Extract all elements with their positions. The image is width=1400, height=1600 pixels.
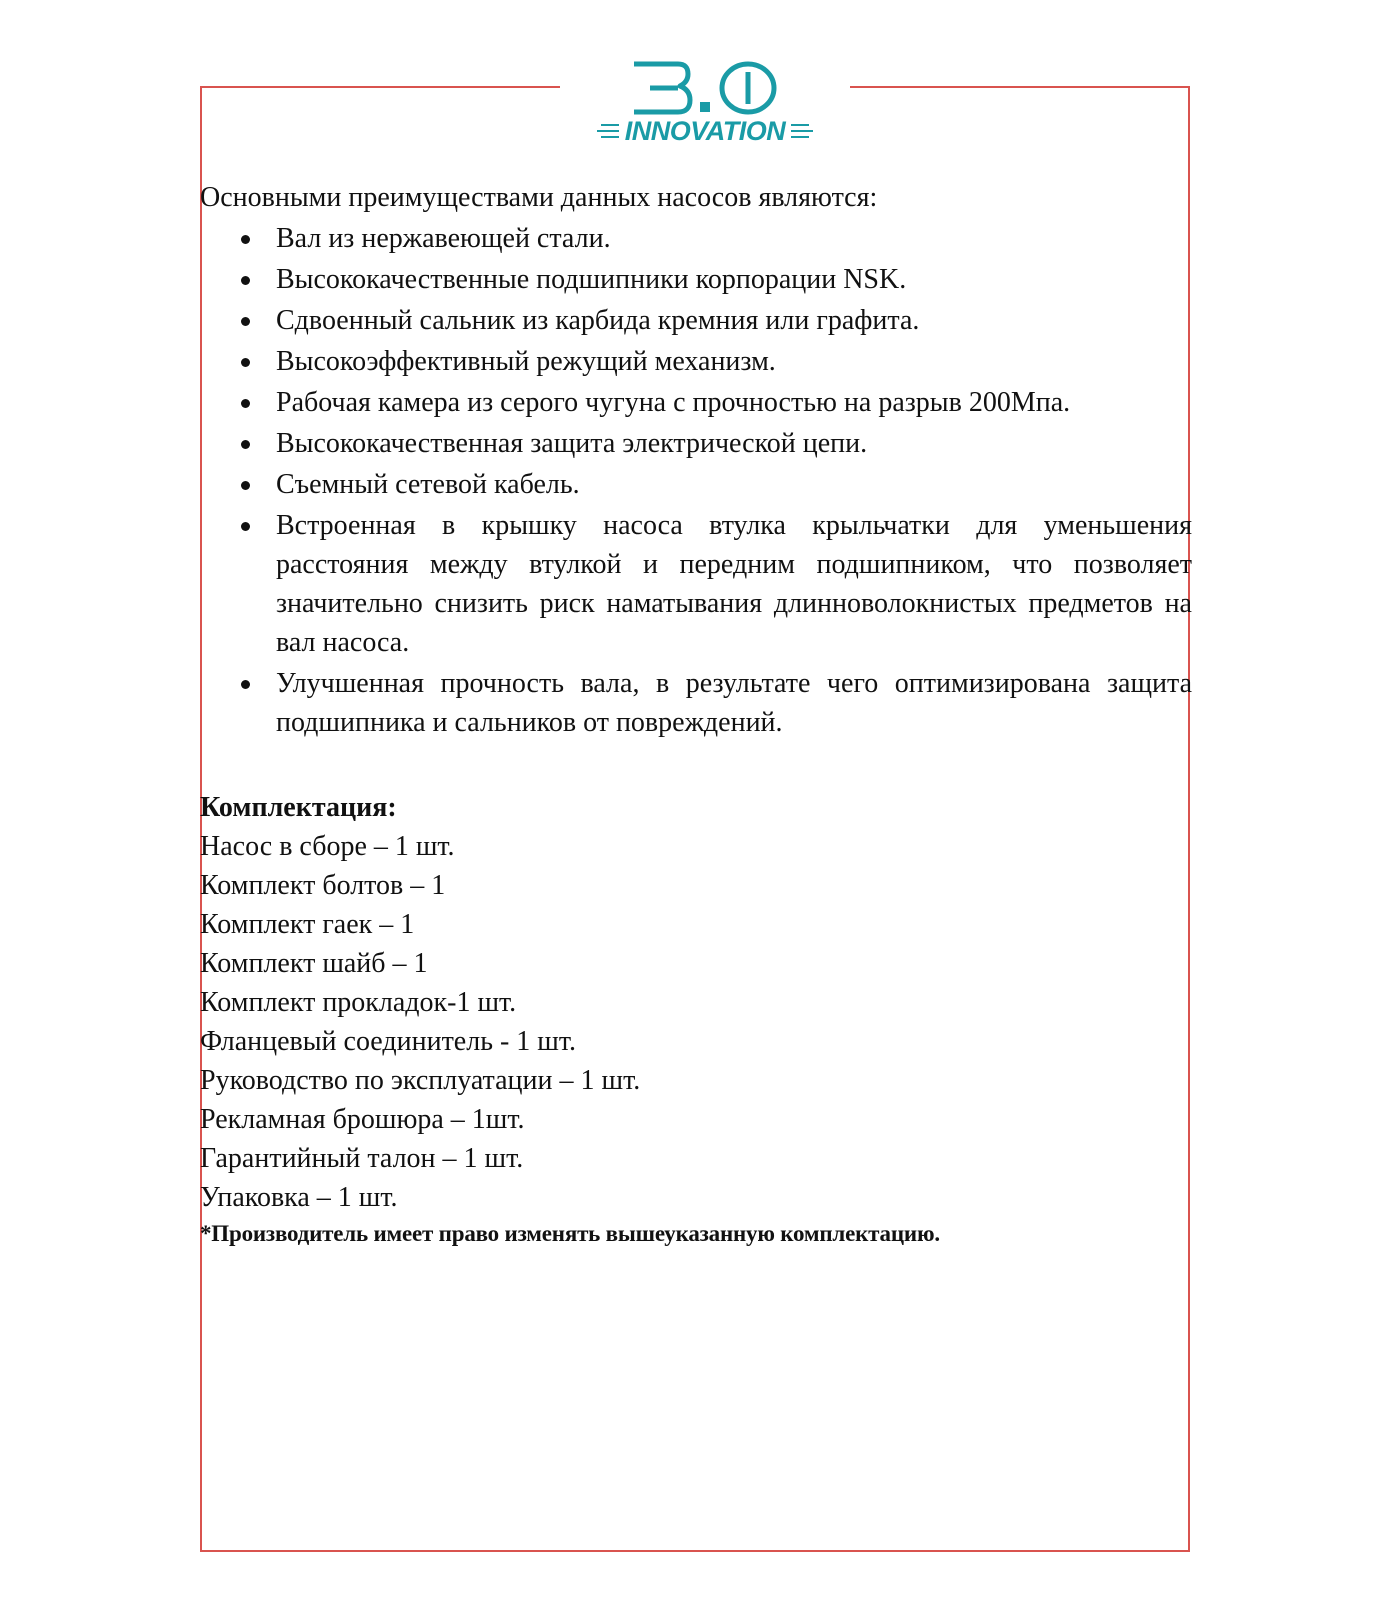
- kit-item: Комплект болтов – 1: [200, 870, 446, 901]
- list-item-text: Улучшенная прочность вала, в результате чего оптимизирована защита подшипника и сальников от повреждений.: [276, 668, 1192, 738]
- benefits-intro: Основными преимуществами данных насосов являются:: [200, 182, 878, 213]
- bullet-icon: [241, 481, 250, 490]
- bullet-icon: [241, 358, 250, 367]
- list-item-text: Сдвоенный сальник из карбида кремния или графита.: [276, 305, 920, 336]
- list-item: [200, 383, 1192, 422]
- list-item: [200, 465, 1192, 504]
- list-item-text: Съемный сетевой кабель.: [276, 469, 580, 500]
- kit-item: Упаковка – 1 шт.: [200, 1182, 398, 1213]
- kit-heading: Комплектация:: [200, 792, 397, 823]
- kit-list: [200, 827, 1192, 1217]
- list-item-text: Встроенная в крышку насоса втулка крыльчатки для уменьшения расстояния между втулкой и передним подшипником, что позволяет значительно снизить риск наматывания длинноволокнистых предметов на вал насоса.: [276, 510, 1192, 658]
- kit-footnote: *Производитель имеет право изменять вышеуказанную комплектацию.: [200, 1221, 940, 1246]
- kit-item: Руководство по эксплуатации – 1 шт.: [200, 1065, 641, 1096]
- list-item: [200, 342, 1192, 381]
- list-item-text: Высококачественная защита электрической цепи.: [276, 428, 868, 459]
- kit-item: Насос в сборе – 1 шт.: [200, 831, 455, 862]
- kit-item: Гарантийный талон – 1 шт.: [200, 1143, 524, 1174]
- list-item-text: Вал из нержавеющей стали.: [276, 223, 611, 254]
- list-item: [200, 219, 1192, 258]
- list-item-text: Высококачественные подшипники корпорации NSK.: [276, 264, 907, 295]
- bullet-icon: [241, 399, 250, 408]
- list-item: [200, 301, 1192, 340]
- company-logo: [560, 56, 850, 148]
- logo-mark-icon: [630, 60, 780, 116]
- document-body: [200, 178, 1192, 1249]
- kit-item: Рекламная брошюра – 1шт.: [200, 1104, 525, 1135]
- bullet-icon: [241, 276, 250, 285]
- bullet-icon: [241, 680, 250, 689]
- benefits-list: [200, 219, 1192, 742]
- logo-wordmark-text: INNOVATION: [624, 115, 786, 146]
- kit-item: Комплект прокладок-1 шт.: [200, 987, 517, 1018]
- list-item: [200, 664, 1192, 742]
- speed-lines-icon: [597, 124, 619, 138]
- kit-item: Комплект шайб – 1: [200, 948, 428, 979]
- list-item: [200, 506, 1192, 662]
- logo-wordmark: [560, 114, 850, 148]
- list-item: [200, 260, 1192, 299]
- bullet-icon: [241, 522, 250, 531]
- bullet-icon: [241, 235, 250, 244]
- list-item-text: Рабочая камера из серого чугуна с прочностью на разрыв 200Мпа.: [276, 387, 1071, 418]
- bullet-icon: [241, 317, 250, 326]
- kit-item: Комплект гаек – 1: [200, 909, 415, 940]
- speed-lines-icon: [791, 124, 813, 138]
- list-item-text: Высокоэффективный режущий механизм.: [276, 346, 776, 377]
- bullet-icon: [241, 440, 250, 449]
- list-item: [200, 424, 1192, 463]
- kit-item: Фланцевый соединитель - 1 шт.: [200, 1026, 576, 1057]
